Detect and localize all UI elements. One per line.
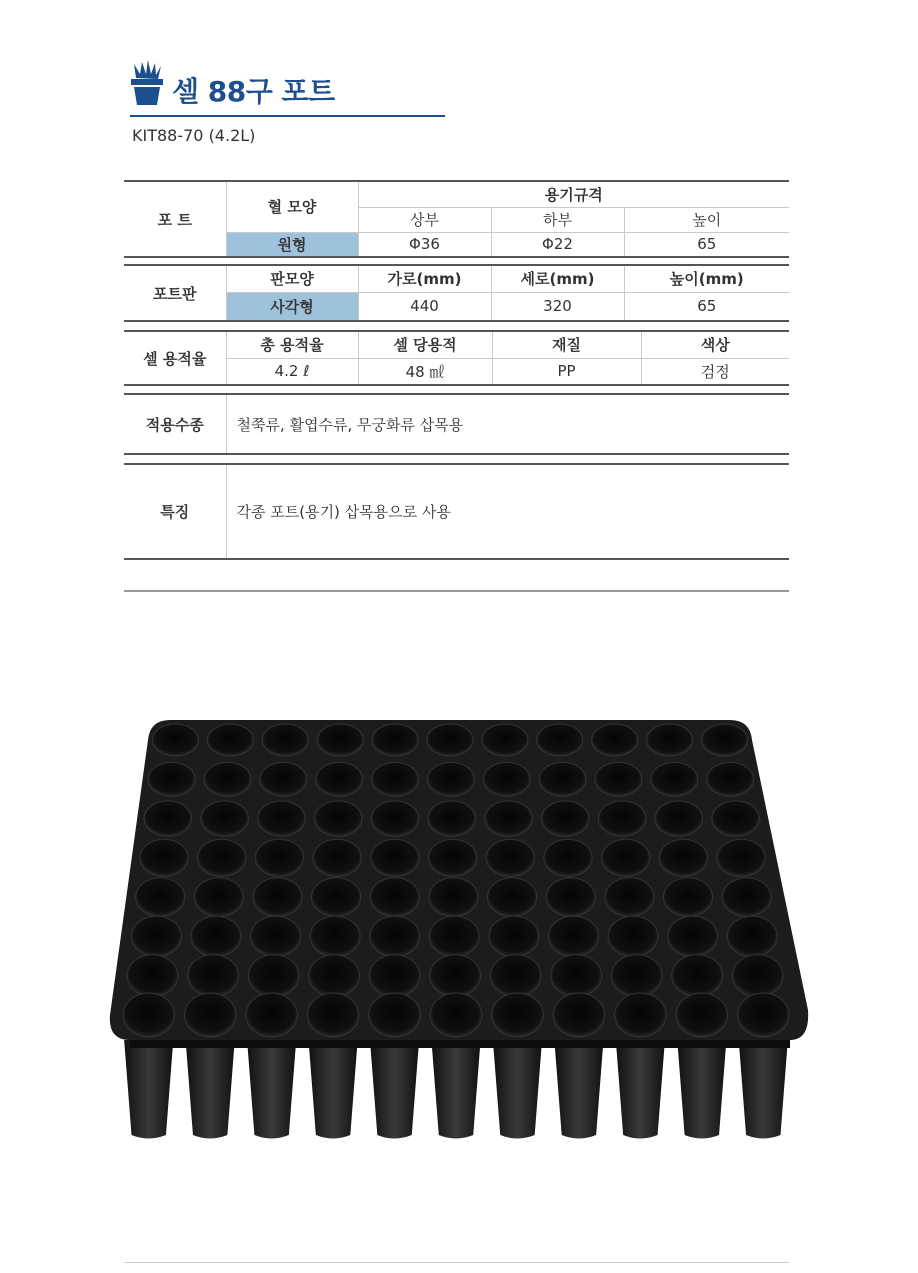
tray-cell: [676, 993, 728, 1037]
tray-cell: [148, 762, 195, 796]
tray-cell: [207, 724, 253, 756]
tray-cell-leg: [616, 1040, 665, 1139]
tray-cell: [602, 839, 650, 876]
tray-cell: [663, 878, 712, 917]
tray-cell: [595, 762, 642, 796]
tray-cell: [738, 993, 790, 1037]
tray-cell: [427, 762, 474, 796]
tray-cell: [310, 916, 360, 957]
tray-cell-leg: [739, 1040, 788, 1139]
tray-height-label: 높이(mm): [624, 265, 789, 292]
tray-cell: [592, 724, 638, 756]
features-table: [124, 463, 789, 560]
tray-depth-label: 세로(mm): [491, 265, 624, 292]
tray-cell: [260, 762, 307, 796]
tray-cell: [372, 724, 418, 756]
tray-cell: [615, 993, 667, 1037]
tray-cell: [372, 762, 419, 796]
usage-label: 적용수종: [124, 394, 226, 454]
usage-table: [124, 393, 789, 455]
tray-cell: [194, 878, 243, 917]
bottom-value: Φ22: [491, 232, 624, 257]
pot-height-value: 65: [624, 232, 789, 257]
tray-section-label: 포트판: [124, 265, 226, 321]
tray-cell: [611, 955, 662, 997]
usage-value: 철쭉류, 활엽수류, 무궁화류 삽목용: [226, 394, 789, 454]
tray-spec-table: [124, 264, 789, 322]
material-label: 재질: [492, 331, 641, 358]
tray-cell: [605, 878, 654, 917]
tray-cell: [490, 955, 541, 997]
tray-cell: [485, 801, 533, 836]
tray-cell: [430, 955, 481, 997]
tray-cell: [489, 916, 539, 957]
tray-cell: [258, 801, 306, 836]
tray-cell: [549, 916, 599, 957]
tray-cell: [659, 839, 707, 876]
section-divider: [124, 590, 789, 592]
tray-cell-leg: [493, 1040, 542, 1139]
tray-cell-leg: [247, 1040, 296, 1139]
tray-cell: [544, 839, 592, 876]
seedling-tray-88-cell-icon: [100, 710, 820, 1150]
tray-width-label: 가로(mm): [358, 265, 491, 292]
tray-cell: [191, 916, 241, 957]
tray-cell: [427, 724, 473, 756]
tray-cell-leg: [309, 1040, 358, 1139]
tray-cell-leg: [554, 1040, 603, 1139]
tray-cell: [131, 916, 181, 957]
tray-cell-leg: [431, 1040, 480, 1139]
tray-cell: [647, 724, 693, 756]
tray-cell: [428, 801, 476, 836]
tray-cell: [430, 993, 482, 1037]
tray-cell: [429, 878, 478, 917]
tray-cell: [707, 762, 754, 796]
hole-shape-value: 원형: [226, 232, 358, 257]
tray-cell-leg: [370, 1040, 419, 1139]
tray-cell: [488, 878, 537, 917]
spec-group-label: 용기규격: [358, 181, 789, 207]
tray-cell: [262, 724, 308, 756]
tray-cell: [314, 801, 362, 836]
tray-cell: [428, 839, 476, 876]
tray-cell: [136, 878, 185, 917]
tray-cell: [369, 993, 421, 1037]
tray-cell: [251, 916, 301, 957]
tray-cell: [123, 993, 175, 1037]
page-title: 셀 88구 포트: [172, 75, 335, 108]
tray-cell: [313, 839, 361, 876]
color-value: 검정: [641, 358, 789, 385]
tray-width-value: 440: [358, 292, 491, 321]
tray-cell: [248, 955, 299, 997]
tray-shape-value: 사각형: [226, 292, 358, 321]
tray-cell: [429, 916, 479, 957]
color-label: 색상: [641, 331, 789, 358]
volume-section-label: 셀 용적율: [124, 331, 226, 385]
plant-pot-icon: [130, 60, 164, 106]
bottom-label: 하부: [491, 207, 624, 232]
pot-spec-table: [124, 180, 789, 258]
tray-cell: [672, 955, 723, 997]
volume-spec-table: [124, 330, 789, 386]
total-volume-value: 4.2 ℓ: [226, 358, 358, 385]
tray-cell: [655, 801, 703, 836]
tray-cell: [712, 801, 760, 836]
tray-cell: [188, 955, 239, 997]
tray-cell: [722, 878, 771, 917]
tray-cell: [246, 993, 298, 1037]
tray-cell: [317, 724, 363, 756]
bottom-divider: [124, 1262, 789, 1263]
tray-cell: [140, 839, 188, 876]
per-cell-volume-label: 셀 당용적: [358, 331, 492, 358]
tray-cell: [253, 878, 302, 917]
tray-cell: [312, 878, 361, 917]
tray-cell: [127, 955, 178, 997]
tray-cell: [668, 916, 718, 957]
tray-cell: [316, 762, 363, 796]
tray-cell: [201, 801, 249, 836]
pot-height-label: 높이: [624, 207, 789, 232]
pot-section-label: 포 트: [124, 181, 226, 257]
tray-cell: [255, 839, 303, 876]
tray-cell: [537, 724, 583, 756]
tray-cell: [492, 993, 544, 1037]
hole-shape-label: 혈 모양: [226, 181, 358, 232]
tray-cell: [539, 762, 586, 796]
tray-cell: [144, 801, 192, 836]
tray-cell: [371, 801, 419, 836]
features-value: 각종 포트(용기) 삽목용으로 사용: [226, 464, 789, 559]
tray-cell: [204, 762, 251, 796]
tray-cell: [546, 878, 595, 917]
title-block: [130, 60, 445, 117]
total-volume-label: 총 용적율: [226, 331, 358, 358]
tray-cell: [371, 839, 419, 876]
tray-shape-label: 판모양: [226, 265, 358, 292]
tray-cell: [608, 916, 658, 957]
tray-cell: [542, 801, 590, 836]
tray-cell: [732, 955, 783, 997]
tray-cell: [307, 993, 359, 1037]
tray-cell: [483, 762, 530, 796]
features-label: 특징: [124, 464, 226, 559]
tray-cell: [598, 801, 646, 836]
top-value: Φ36: [358, 232, 491, 257]
tray-cell: [152, 724, 198, 756]
tray-cell-leg: [124, 1040, 173, 1139]
tray-cell: [482, 724, 528, 756]
tray-cell: [551, 955, 602, 997]
tray-depth-value: 320: [491, 292, 624, 321]
tray-cell: [369, 955, 420, 997]
tray-cell: [370, 878, 419, 917]
top-label: 상부: [358, 207, 491, 232]
tray-cell: [553, 993, 605, 1037]
tray-cell: [198, 839, 246, 876]
product-code: KIT88-70 (4.2L): [132, 126, 256, 145]
tray-cell: [651, 762, 698, 796]
per-cell-volume-value: 48 ㎖: [358, 358, 492, 385]
tray-cell: [701, 724, 747, 756]
tray-cell: [486, 839, 534, 876]
tray-cell-leg: [186, 1040, 235, 1139]
tray-cell-leg: [677, 1040, 726, 1139]
tray-cell: [370, 916, 420, 957]
tray-cell: [717, 839, 765, 876]
tray-height-value: 65: [624, 292, 789, 321]
tray-cell: [309, 955, 360, 997]
tray-cell: [184, 993, 236, 1037]
tray-cell: [727, 916, 777, 957]
material-value: PP: [492, 358, 641, 385]
